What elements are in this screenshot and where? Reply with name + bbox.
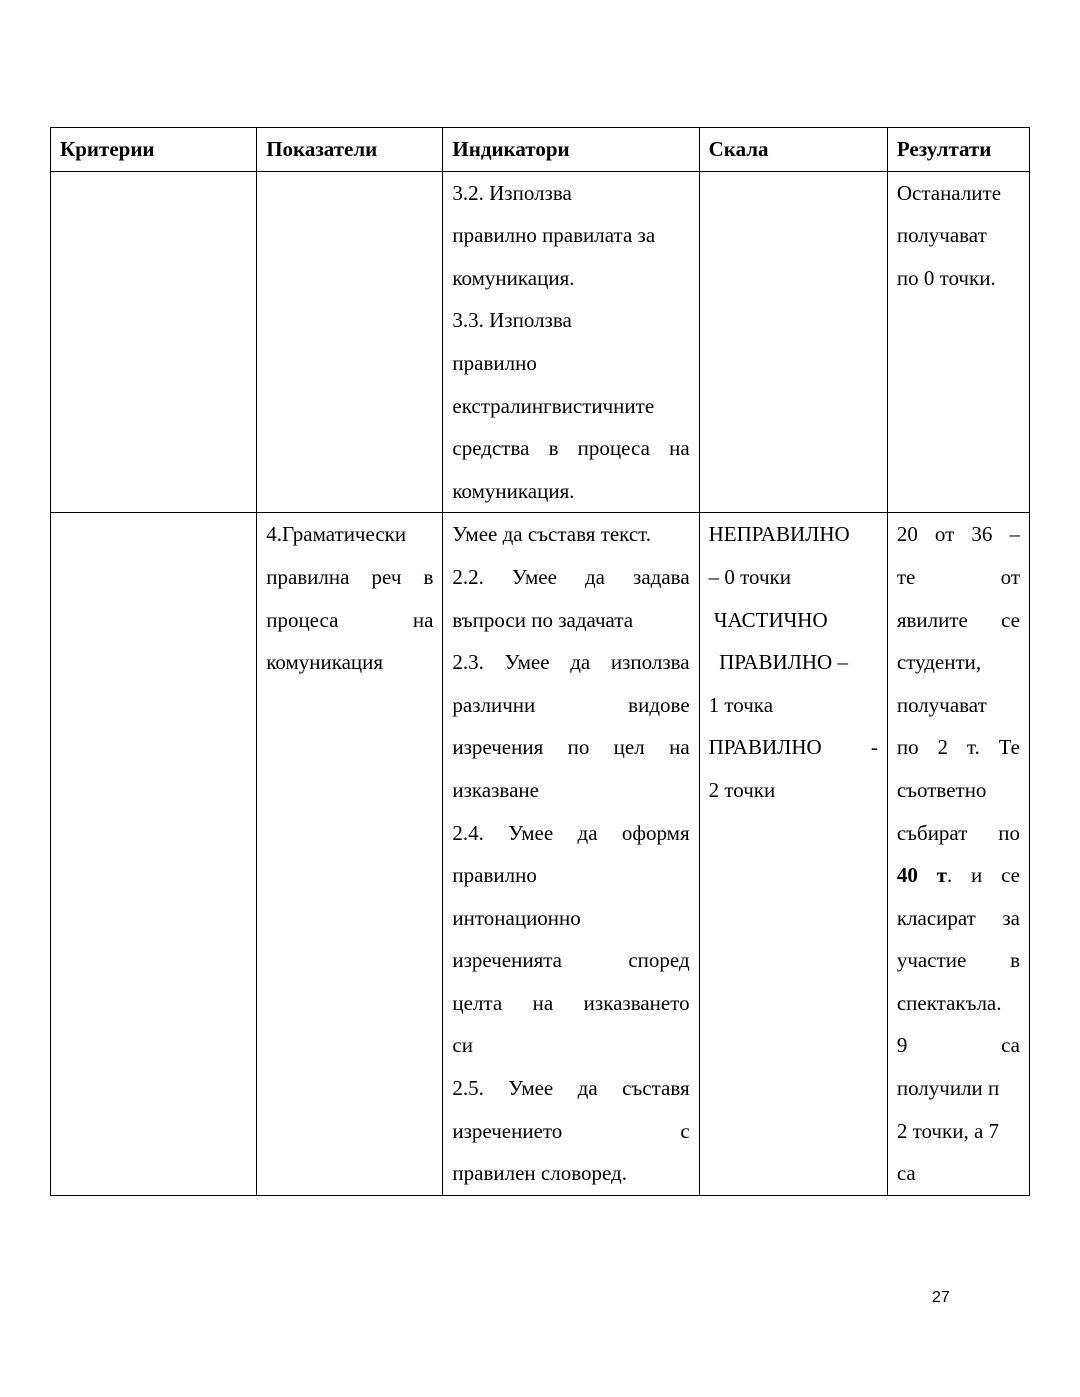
header-results: Резултати: [887, 128, 1029, 172]
text-line: целта на изказването: [452, 990, 690, 1015]
text-line: 1 точка: [708, 692, 774, 717]
cell-results: [887, 513, 1029, 1196]
cell-criteria: [51, 513, 257, 1196]
text-line: средства в процеса на: [452, 436, 690, 461]
text-line: правилно правилата за: [452, 223, 656, 248]
text-line: участие в: [896, 948, 1020, 973]
text-line: екстралингвистичните: [452, 393, 655, 418]
text-line: студенти,: [896, 650, 982, 675]
cell-results: [887, 171, 1029, 513]
text-line: изреченията според: [452, 948, 690, 973]
text-line: комуникация: [266, 650, 384, 675]
text-line: явилите се: [896, 607, 1020, 632]
text-line: процеса на: [266, 607, 434, 632]
header-criteria: Критерии: [51, 128, 257, 172]
criteria-table: [50, 127, 1030, 1196]
text-line: по 0 точки.: [896, 265, 996, 290]
header-scale: Скала: [699, 128, 887, 172]
text-line: правилно: [452, 350, 537, 375]
text-line: изречението с: [452, 1118, 690, 1143]
text-line: 3.2. Използва: [452, 180, 572, 205]
text-fragment: . и се: [946, 863, 1020, 888]
text-line: 9 са: [896, 1033, 1020, 1058]
text-line: 20 от 36 –: [896, 522, 1020, 547]
text-line: въпроси по задачата: [452, 607, 634, 632]
text-line: правилно: [452, 863, 537, 888]
header-indicators: Показатели: [257, 128, 443, 172]
text-line-mixed: [897, 854, 1020, 897]
text-line: изказване: [452, 777, 539, 802]
text-line: ПРАВИЛНО -: [708, 735, 878, 760]
text-line: различни видове: [452, 692, 690, 717]
text-line: комуникация.: [452, 265, 575, 290]
cell-scale: [699, 513, 887, 1196]
text-line: НЕПРАВИЛНО: [708, 522, 850, 547]
text-line: 2 точки, а 7: [896, 1118, 1000, 1143]
text-line: комуникация.: [452, 478, 575, 503]
text-line: съответно: [896, 777, 987, 802]
text-line: те от: [896, 564, 1020, 589]
text-line: изречения по цел на: [452, 735, 690, 760]
text-line: получили п: [896, 1076, 1000, 1101]
text-line: ЧАСТИЧНО: [708, 607, 828, 632]
text-line: 3.3. Използва: [452, 308, 572, 333]
text-line: Умее да съставя текст.: [452, 522, 651, 547]
text-line: си: [452, 1033, 473, 1058]
cell-indicators: [257, 171, 443, 513]
text-line: класират за: [896, 905, 1020, 930]
cell-indicator-details: [443, 513, 699, 1196]
text-line: интонационно: [452, 905, 581, 930]
text-line: 2.4. Умее да оформя: [452, 820, 690, 845]
page-number: 27: [932, 1289, 950, 1306]
text-line: – 0 точки: [708, 564, 791, 589]
text-line: 2.3. Умее да използва: [452, 650, 690, 675]
text-line: получават: [896, 223, 987, 248]
text-line: събират по: [896, 820, 1020, 845]
text-line: по 2 т. Те: [896, 735, 1020, 760]
table-row: [51, 171, 1030, 513]
cell-criteria: [51, 171, 257, 513]
bold-points: 40 т: [896, 863, 947, 888]
table-header-row: [51, 128, 1030, 172]
cell-indicators: [257, 513, 443, 1196]
text-line: ПРАВИЛНО –: [708, 650, 848, 675]
header-indicator-details: Индикатори: [443, 128, 699, 172]
text-line: са: [896, 1161, 916, 1186]
text-line: Останалите: [896, 180, 1002, 205]
text-line: 2.5. Умее да съставя: [452, 1076, 690, 1101]
cell-scale: [699, 171, 887, 513]
table-row: [51, 513, 1030, 1196]
text-line: правилен словоред.: [452, 1161, 627, 1186]
text-line: получават: [896, 692, 987, 717]
cell-indicator-details: [443, 171, 699, 513]
text-line: спектакъла.: [896, 990, 1002, 1015]
text-line: 2 точки: [708, 777, 776, 802]
text-line: 2.2. Умее да задава: [452, 564, 690, 589]
text-line: 4.Граматически: [266, 522, 407, 547]
text-line: правилна реч в: [266, 564, 434, 589]
